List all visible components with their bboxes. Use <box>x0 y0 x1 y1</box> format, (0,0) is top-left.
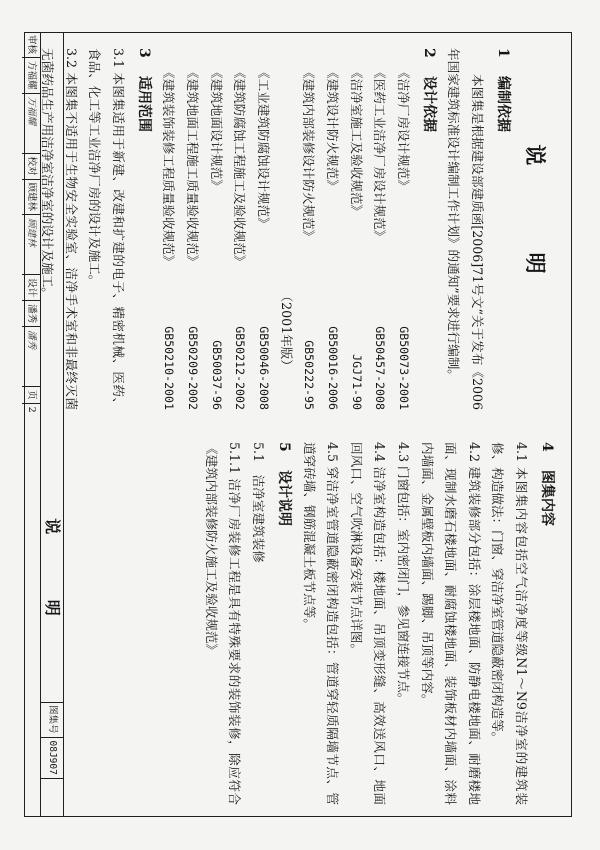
ref-row: 《建筑防腐蚀工程施工及验收规范》 GB50212-2002 <box>232 66 248 410</box>
review-name: 方福耀 <box>22 58 40 94</box>
left-column <box>24 32 572 424</box>
design-name: 潘秀 <box>22 301 40 327</box>
ref-row: 《建筑地面设计规范》 GB50037-96 <box>208 66 224 410</box>
atlas-label: 图集号 <box>41 702 63 738</box>
section-4-2-text: 4.2 建筑装修部分包括：涂层楼地面、防静电楼地面、耐磨楼地面、现制水磨石楼地面、耐腐蚀楼地面、装饰板材内墙面、涂料内墙面、金属壁板内墙面、踢脚、吊顶等内容。 <box>419 442 482 805</box>
section-5-1-heading: 5.1 洁净室建筑装修 <box>251 442 267 563</box>
section-2-heading <box>417 48 440 410</box>
right-column <box>24 432 572 817</box>
page-label: 页 <box>22 387 40 404</box>
section-2-title: 设计依据 <box>420 76 437 132</box>
ref-row: 《洁净厂房设计规范》 GB50073-2001 <box>395 66 411 410</box>
section-3-2-text: 3.2 本图集不适用于生物安全实验室、洁净手术室和非最终灭菌无菌药品生产用洁净室洁净室的设计及施工。 <box>40 48 79 410</box>
page-number: 2 <box>26 406 37 413</box>
check-label: 校对 <box>22 154 40 180</box>
section-4-4-text: 4.4 洁净室构造包括：楼地面、吊顶变形缝、高效送风口、地面回风口、空气吹淋设备安装节点详图。 <box>348 442 388 805</box>
document-title: 说 明 <box>523 144 548 314</box>
section-2-number: 2 <box>420 48 437 58</box>
section-5-number: 5 <box>276 442 293 452</box>
title-block-meta <box>41 702 63 817</box>
ref-row: 《建筑内部装修设计防火规范》 GB50222-95 <box>301 66 317 410</box>
section-4-5-text: 4.5 穿洁净室管道隐蔽密闭构造包括：管道穿轻质隔墙节点、管道穿砖墙、钢筋混凝土板节点等。 <box>301 442 341 805</box>
section-3-number: 3 <box>135 48 152 58</box>
check-name: 顾建林 <box>22 180 40 216</box>
ref-row: 《建筑设计防火规范》 GB50016-2006 <box>325 66 341 410</box>
title-block-title: 说 明 <box>41 462 63 703</box>
check-signature: 顾建林 <box>22 215 40 275</box>
section-1-text: 本图集是根据建设部建质函[2006]71号文“关于发布《2006年国家建筑标准设计编制工作计划》的通知”要求进行编制。 <box>446 48 485 410</box>
section-1-heading <box>491 48 514 410</box>
title-block-sign-row <box>22 32 41 817</box>
design-label: 设计 <box>22 275 40 301</box>
section-4-3-text: 4.3 门窗包括：室内密闭门，参见窗连接节点。 <box>396 442 412 706</box>
section-3-title: 适用范围 <box>135 76 152 132</box>
section-3-1-text: 3.1 本图集适用于新建、改建和扩建的电子、精密机械、医药、食品、化工等工业洁净厂房的设计及施工。 <box>87 48 126 410</box>
section-3-heading <box>132 48 155 410</box>
section-5-title: 设计说明 <box>276 470 293 526</box>
review-signature: 万福耀 <box>22 94 40 154</box>
section-4-heading <box>535 442 558 805</box>
ref-row: 《医药工业洁净厂房设计规范》 GB50457-2008 <box>372 66 388 410</box>
section-4-title: 图集内容 <box>539 470 555 526</box>
ref-row: 《工业建筑防腐蚀设计规范》 GB50046-2008 <box>255 66 271 410</box>
ref-row: 《建筑地面工程施工质量验收规范》 GB50209-2002 <box>185 66 201 410</box>
design-signature: 潘秀 <box>22 327 40 387</box>
section-1-title: 编制依据 <box>495 76 511 132</box>
section-4-number: 4 <box>539 442 555 452</box>
atlas-number: 08J907 <box>41 738 63 779</box>
section-4-1-text: 4.1 本图集内容包括空气洁净度等级N1～N9洁净室的建筑装修、构造做法：门窗、穿洁净室管道隐蔽密闭构造等。 <box>490 442 529 805</box>
title-block <box>23 32 64 817</box>
section-1-number: 1 <box>495 48 511 58</box>
ref-edition-note: （2001年版） <box>278 289 294 372</box>
section-5-heading <box>272 442 295 805</box>
section-5-1-1-text: 5.1.1 洁净厂房装修工程是具有特殊要求的装饰装修，除应符合《建筑内部装修防火施工及验收规范》 <box>203 442 243 805</box>
ref-row: 《洁净室施工及验收规范》 JGJ71-90 <box>348 66 364 410</box>
rotated-content <box>24 32 572 817</box>
review-label: 审核 <box>22 32 40 58</box>
ref-row: 《建筑装饰装修工程质量验收规范》 GB50210-2001 <box>161 66 177 410</box>
